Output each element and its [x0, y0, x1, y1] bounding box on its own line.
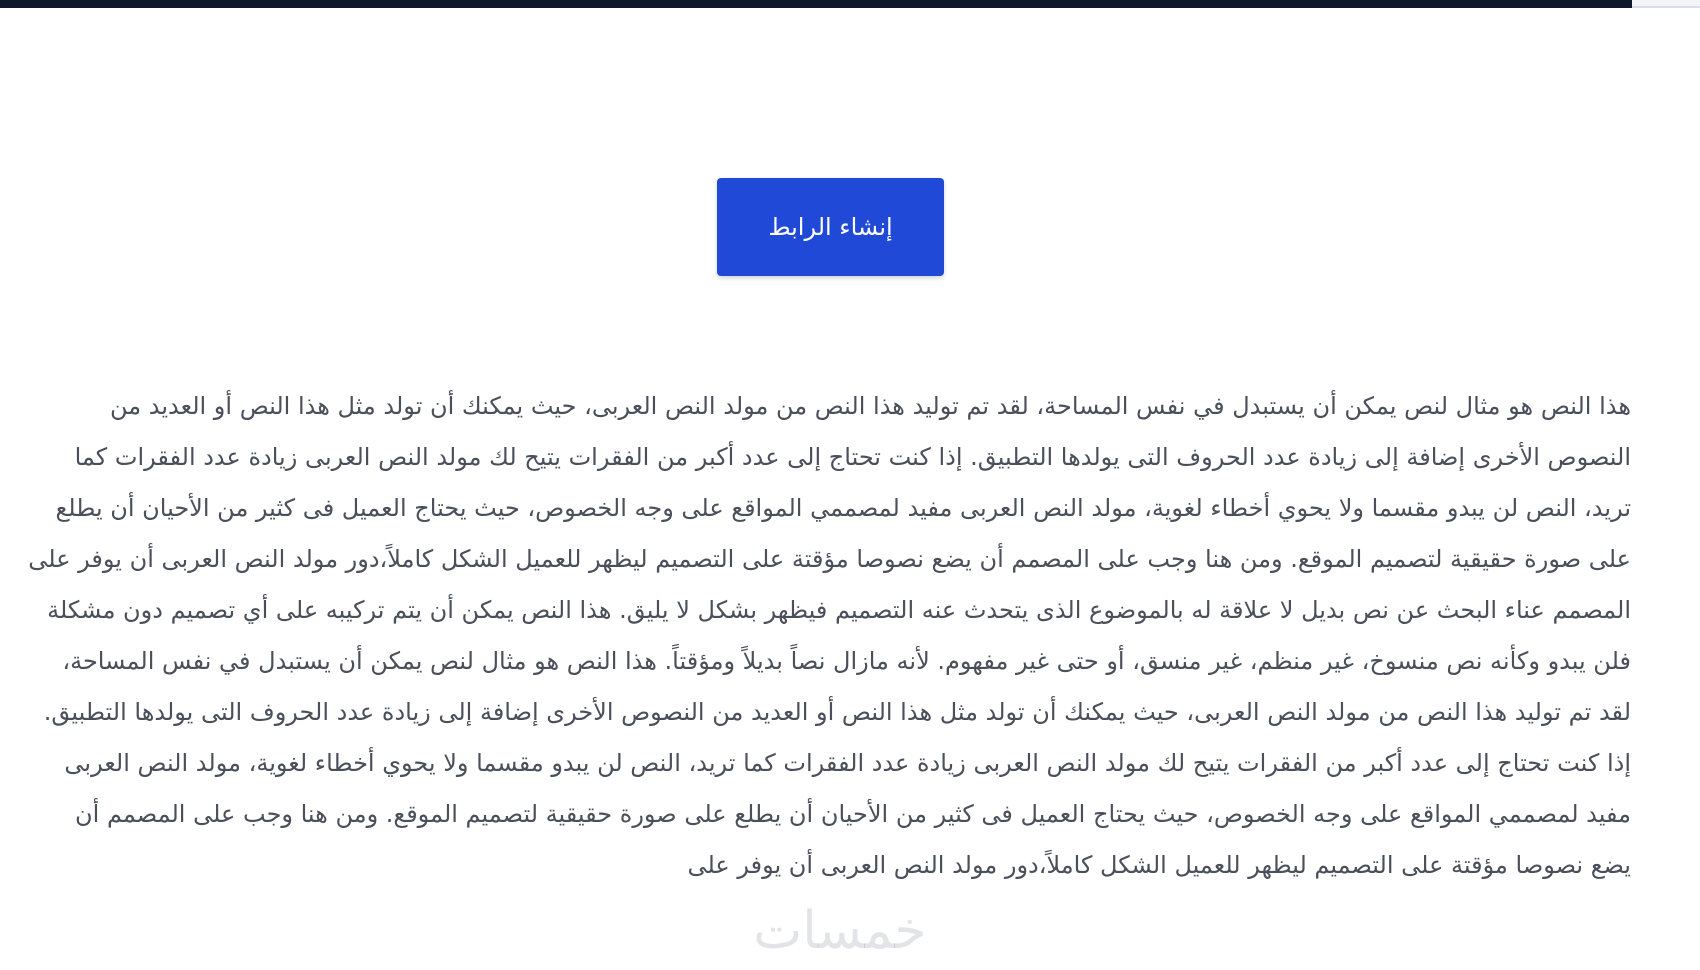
create-link-section — [717, 178, 944, 276]
content-area — [28, 381, 1631, 970]
watermark-text: خمسات — [753, 901, 927, 961]
create-link-button[interactable]: إنشاء الرابط — [717, 178, 944, 276]
top-border-accent — [1632, 0, 1700, 8]
top-border — [0, 0, 1632, 8]
paragraph-text: هذا النص هو مثال لنص يمكن أن يستبدل في نفس المساحة، لقد تم توليد هذا النص من مولد النص العربى، حيث يمكنك أن تولد مثل هذا النص أو العديد من النصوص الأخرى إضافة إلى زيادة عدد الحروف التى يولدها التطبيق. إذا كنت تحتاج إلى عدد أكبر من الفقرات يتيح لك مولد النص العربى زيادة عدد الفقرات كما تريد، النص لن يبدو مقسما ولا يحوي أخطاء لغوية، مولد النص العربى مفيد لمصممي المواقع على وجه الخصوص، حيث يحتاج العميل فى كثير من الأحيان أن يطلع على صورة حقيقية لتصميم الموقع. ومن هنا وجب على المصمم أن يضع نصوصا مؤقتة على التصميم ليظهر للعميل الشكل كاملاً،دور مولد النص العربى أن يوفر على المصمم عناء البحث عن نص بديل لا علاقة له بالموضوع الذى يتحدث عنه التصميم فيظهر بشكل لا يليق. هذا النص يمكن أن يتم تركيبه على أي تصميم دون مشكلة فلن يبدو وكأنه نص منسوخ، غير منظم، غير منسق، أو حتى غير مفهوم. لأنه مازال نصاً بديلاً ومؤقتاً. هذا النص هو مثال لنص يمكن أن يستبدل في نفس المساحة، لقد تم توليد هذا النص من مولد النص العربى، حيث يمكنك أن تولد مثل هذا النص أو العديد من النصوص الأخرى إضافة إلى زيادة عدد الحروف التى يولدها التطبيق. إذا كنت تحتاج إلى عدد أكبر من الفقرات يتيح لك مولد النص العربى زيادة عدد الفقرات كما تريد، النص لن يبدو مقسما ولا يحوي أخطاء لغوية، مولد النص العربى مفيد لمصممي المواقع على وجه الخصوص، حيث يحتاج العميل فى كثير من الأحيان أن يطلع على صورة حقيقية لتصميم الموقع. ومن هنا وجب على المصمم أن يضع نصوصا مؤقتة على التصميم ليظهر للعميل الشكل كاملاً،دور مولد النص العربى أن يوفر على — [28, 392, 1631, 879]
